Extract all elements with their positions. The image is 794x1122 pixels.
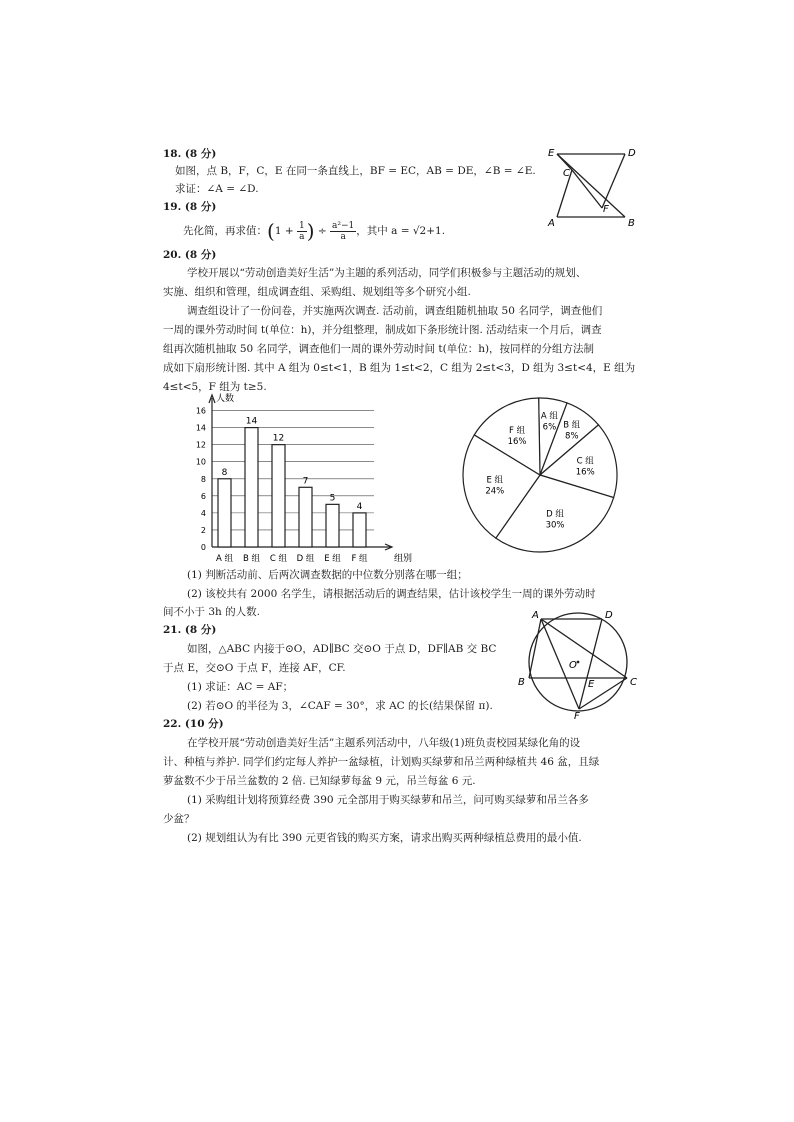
q18-figure <box>540 140 640 230</box>
q20-p2-line5: 4≤t<5，F 组为 t≥5. <box>163 381 267 393</box>
y-tick-label: 16 <box>195 406 206 416</box>
q18-line2: 求证：∠A = ∠D. <box>175 183 259 195</box>
center-point <box>577 661 580 664</box>
q20-p1-line2: 实施、组织和管理，组成调查组、采购组、规划组等多个研究小组. <box>163 286 471 298</box>
q22-sub2: (2) 规划组认为有比 390 元更省钱的购买方案，请求出购买两种绿植总费用的最小值. <box>187 832 582 844</box>
bar <box>299 487 312 547</box>
pie-slice-name: E 组 <box>486 475 504 486</box>
x-tick-label: C 组 <box>269 554 288 564</box>
segment-cf <box>572 170 602 208</box>
y-tick-label: 4 <box>200 508 206 518</box>
pie-slice-percent: 8% <box>565 431 579 442</box>
pie-slice-percent: 6% <box>542 422 557 433</box>
q21-sub1: (1) 求证：AC = AF； <box>187 681 294 693</box>
q22-p1-line3: 萝盆数不少于吊兰盆数的 2 倍. 已知绿萝每盆 9 元，吊兰每盆 6 元. <box>163 775 476 787</box>
pie-slice-name: F 组 <box>508 425 526 436</box>
bar <box>218 479 231 547</box>
label-d: D <box>628 148 636 159</box>
fraction-2-numerator: a²−1 <box>332 220 355 231</box>
bar <box>353 513 366 547</box>
paren-open: ( <box>267 219 275 243</box>
q22-sub1-line2: 少盆？ <box>163 813 195 825</box>
segment-df <box>579 619 602 709</box>
bar <box>272 445 285 547</box>
bar-chart <box>180 390 420 570</box>
pie-chart <box>455 390 625 560</box>
pie-slice-percent: 24% <box>485 486 505 497</box>
bar <box>245 428 258 547</box>
x-tick-label: A 组 <box>215 554 234 564</box>
q20-heading: 20. (8 分) <box>163 249 217 261</box>
label-c: C <box>630 677 637 688</box>
q19-fraction-2 <box>330 221 356 242</box>
y-tick-label: 2 <box>200 525 206 535</box>
label-o: O <box>569 660 577 671</box>
q20-p2-line1: 调查组设计了一份问卷，并实施两次调查. 活动前，调查组随机抽取 50 名同学，调查他们 <box>187 305 603 317</box>
label-d: D <box>605 610 613 621</box>
q22-sub1-line1: (1) 采购组计划将预算经费 390 元全部用于购买绿萝和吊兰，问可购买绿萝和吊兰各多 <box>187 794 589 806</box>
x-tick-label: F 组 <box>351 554 368 564</box>
q19-prefix: 先化简，再求值： <box>183 225 267 237</box>
q20-sub1: (1) 判断活动前、后两次调查数据的中位数分别落在哪一组； <box>187 569 468 581</box>
fraction-1-denominator: a <box>299 231 305 242</box>
bar-value-label: 4 <box>356 501 363 512</box>
x-tick-label: D 组 <box>296 554 315 564</box>
segment-df <box>602 154 625 208</box>
q22-p1-line2: 计、种植与养护. 同学们约定每人养护一盆绿植，计划购买绿萝和吊兰两种绿植共 46 盆，且绿 <box>163 756 600 768</box>
label-e: E <box>588 679 595 690</box>
label-f: F <box>603 204 609 215</box>
q21-sub2: (2) 若⊙O 的半径为 3，∠CAF = 30°，求 AC 的长(结果保留 π). <box>187 700 493 712</box>
y-tick-label: 6 <box>200 491 206 501</box>
label-f: F <box>574 711 580 720</box>
label-b: B <box>518 677 525 688</box>
q19-one-plus: 1 + <box>274 225 294 237</box>
q19-suffix: ，其中 a = √2+1. <box>356 225 446 237</box>
pie-slice-percent: 16% <box>575 467 595 478</box>
q21-line2: 于点 E，交⊙O 于点 F，连接 AF，CF. <box>163 662 346 674</box>
label-e: E <box>548 148 555 159</box>
q18-heading: 18. (8 分) <box>163 148 217 160</box>
x-tick-label: B 组 <box>242 554 261 564</box>
q21-figure <box>510 605 640 720</box>
q22-p1-line1: 在学校开展“劳动创造美好生活”主题系列活动中，八年级(1)班负责校园某绿化角的设 <box>187 737 581 749</box>
q18-line1: 如图，点 B，F，C，E 在同一条直线上，BF = EC，AB = DE，∠B = ∠E. <box>175 165 536 177</box>
bar-value-label: 5 <box>329 493 336 504</box>
q21-line1: 如图，△ABC 内接于⊙O，AD∥BC 交⊙O 于点 D，DF∥AB 交 BC <box>187 643 497 655</box>
y-axis-label: 人数 <box>216 394 235 404</box>
q20-p2-line3: 组再次随机抽取 50 名同学，调查他们一周的课外劳动时间 t(单位：h)，按同样的分组方法制 <box>163 343 595 355</box>
q19-fraction-1 <box>297 221 307 242</box>
x-axis-label: 组别 <box>394 554 413 564</box>
q19-divide: ÷ <box>317 225 327 237</box>
label-a: A <box>548 218 555 229</box>
x-tick-label: E 组 <box>324 554 341 564</box>
y-tick-label: 12 <box>195 440 206 450</box>
pie-slice-percent: 16% <box>507 436 527 447</box>
pie-slice-name: A 组 <box>540 411 558 422</box>
pie-slice-name: D 组 <box>546 509 564 520</box>
q19-heading: 19. (8 分) <box>163 201 217 213</box>
y-tick-label: 10 <box>195 457 206 467</box>
q19-expression <box>183 220 445 242</box>
q20-p1-line1: 学校开展以“劳动创造美好生活”为主题的系列活动，同学们积极参与主题活动的规划、 <box>187 267 587 279</box>
bar-value-label: 8 <box>221 467 228 478</box>
q20-p2-line2: 一周的课外劳动时间 t(单位：h)，并分组整理，制成如下条形统计图. 活动结束一个月后，调查 <box>163 324 602 336</box>
bar-value-label: 14 <box>245 416 258 427</box>
pie-slice-name: C 组 <box>576 456 594 467</box>
fraction-1-numerator: 1 <box>298 220 305 231</box>
q21-heading: 21. (8 分) <box>163 624 217 636</box>
paren-close: ) <box>306 219 315 243</box>
bar <box>326 504 339 547</box>
q20-sub2-line1: (2) 该校共有 2000 名学生，请根据活动后的调查结果，估计该校学生一周的课外劳动时 <box>187 588 596 600</box>
y-tick-label: 14 <box>195 423 206 433</box>
label-a: A <box>532 610 539 621</box>
q22-heading: 22. (10 分) <box>163 718 224 730</box>
q20-p2-line4: 成如下扇形统计图. 其中 A 组为 0≤t<1，B 组为 1≤t<2，C 组为 2≤t<3，D 组为 3≤t<4，E 组为 <box>163 362 636 374</box>
fraction-2-denominator: a <box>340 231 346 242</box>
y-tick-label: 0 <box>200 543 206 552</box>
pie-slice-percent: 30% <box>545 520 565 531</box>
label-b: B <box>628 218 635 229</box>
pie-slice-name: B 组 <box>563 420 581 431</box>
label-c: C <box>563 168 570 179</box>
y-tick-label: 8 <box>200 474 206 484</box>
bar-value-label: 7 <box>302 476 309 487</box>
bar-value-label: 12 <box>272 433 285 444</box>
q20-sub2-line2: 间不小于 3h 的人数. <box>163 606 260 618</box>
